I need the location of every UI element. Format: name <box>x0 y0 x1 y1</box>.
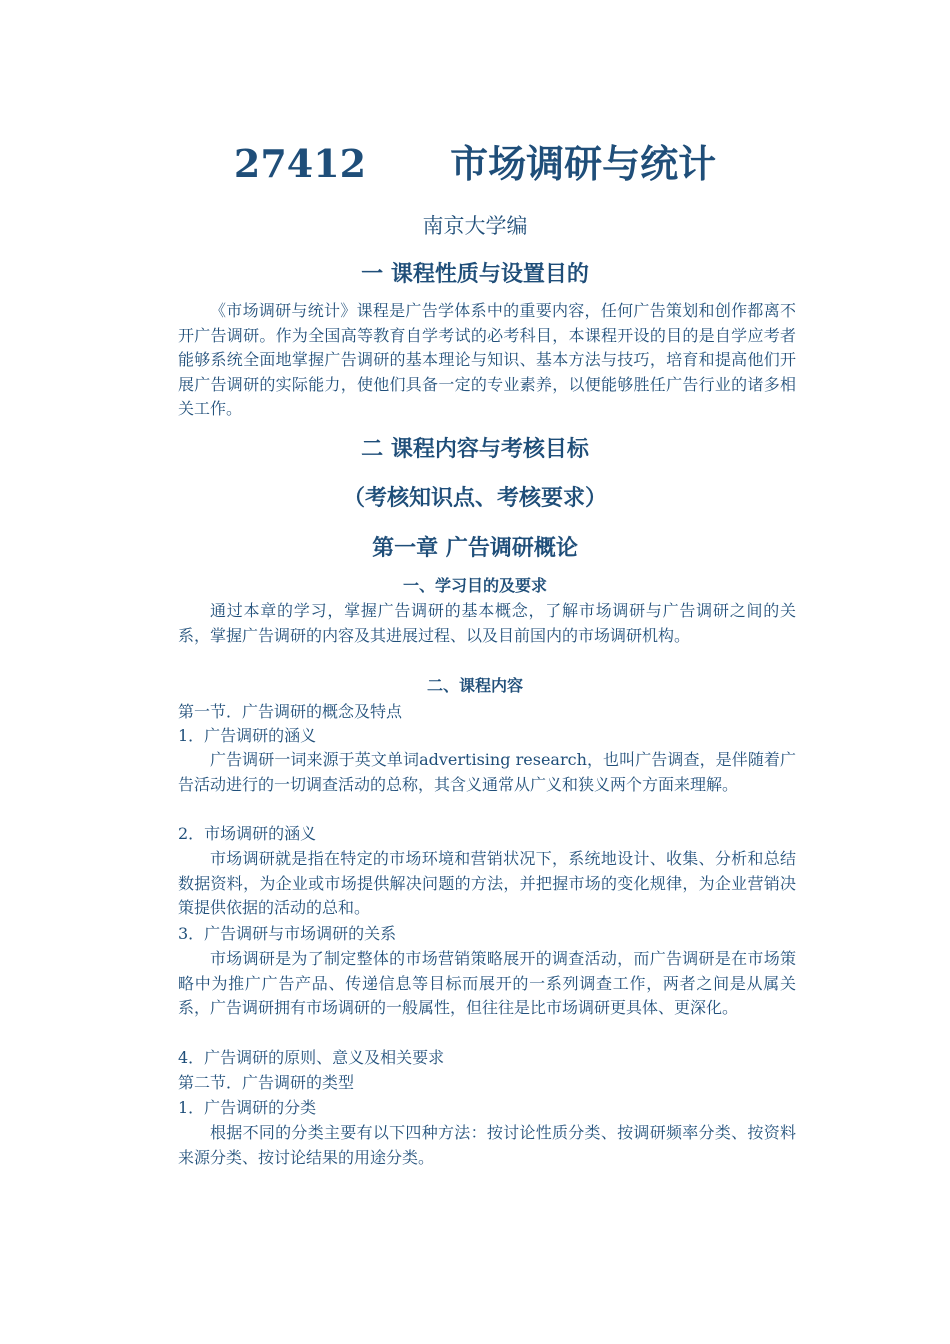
paragraph-item-1: 广告调研一词来源于英文单词advertising research，也叫广告调查，是伴随着广告活动进行的一切调查活动的总称，其含义通常从广义和狭义两个方面来理解。 <box>178 750 796 794</box>
item-title-2: 2．市场调研的涵义 <box>178 824 317 843</box>
section-title-2: 第二节．广告调研的类型 <box>178 1073 355 1092</box>
section-heading-nature: 一 课程性质与设置目的 <box>361 262 589 287</box>
item-title-4: 4．广告调研的原则、意义及相关要求 <box>178 1048 445 1067</box>
item-title-3: 3．广告调研与市场调研的关系 <box>178 924 397 943</box>
paragraph-course-nature: 《市场调研与统计》课程是广告学体系中的重要内容，任何广告策划和创作都离不开广告调研。作为全国高等教育自学考试的必考科目，本课程开设的目的是自学应考者能够系统全面地掌握广告调研的基本理论与知识、基本方法与技巧，培育和提高他们开展广告调研的实际能力，使他们具备一定的专业素养，以便能够胜任广告行业的诸多相关工作。 <box>178 301 796 418</box>
chapter-heading: 第一章 广告调研概论 <box>372 536 578 561</box>
course-name: 市场调研与统计 <box>450 141 717 186</box>
document-title <box>0 140 950 188</box>
section-heading-content: 二 课程内容与考核目标 <box>361 437 589 462</box>
item-title-1: 1．广告调研的涵义 <box>178 726 317 745</box>
paragraph-item-5: 根据不同的分类主要有以下四种方法：按讨论性质分类、按调研频率分类、按资料来源分类、按讨论结果的用途分类。 <box>178 1123 796 1167</box>
section-title-1: 第一节．广告调研的概念及特点 <box>178 702 403 721</box>
content-heading: 二、课程内容 <box>426 676 523 695</box>
section-subheading: （考核知识点、考核要求） <box>342 486 607 511</box>
document-subtitle: 南京大学编 <box>422 214 528 238</box>
objectives-heading: 一、学习目的及要求 <box>402 576 547 595</box>
item-title-5: 1．广告调研的分类 <box>178 1098 317 1117</box>
paragraph-item-2: 市场调研就是指在特定的市场环境和营销状况下，系统地设计、收集、分析和总结数据资料，为企业或市场提供解决问题的方法，并把握市场的变化规律，为企业营销决策提供依据的活动的总和。 <box>178 849 796 917</box>
paragraph-item-3: 市场调研是为了制定整体的市场营销策略展开的调查活动，而广告调研是在市场策略中为推广广告产品、传递信息等目标而展开的一系列调查工作，两者之间是从属关系，广告调研拥有市场调研的一般属性，但往往是比市场调研更具体、更深化。 <box>178 949 796 1017</box>
course-code: 27412 <box>233 141 367 186</box>
paragraph-objectives: 通过本章的学习，掌握广告调研的基本概念，了解市场调研与广告调研之间的关系，掌握广告调研的内容及其进展过程、以及目前国内的市场调研机构。 <box>178 601 796 645</box>
